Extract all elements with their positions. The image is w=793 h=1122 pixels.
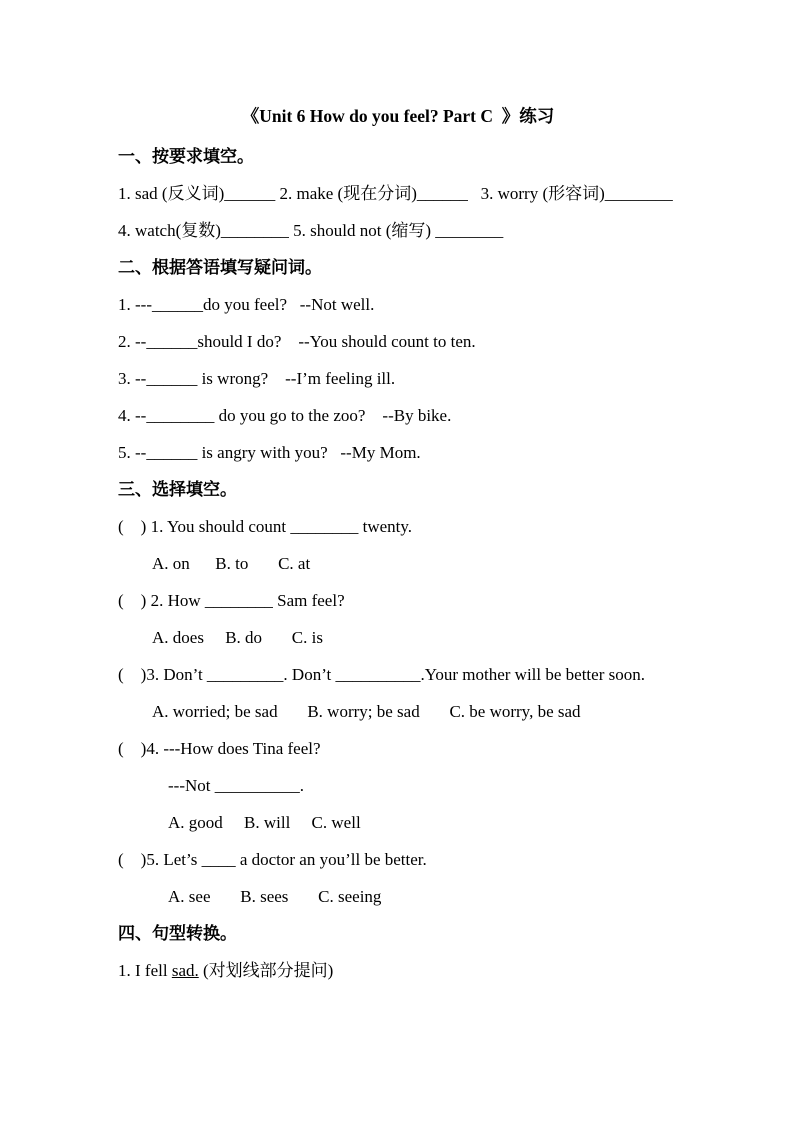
underlined-text: sad.: [171, 961, 199, 980]
document-line: [118, 183, 678, 205]
text-segment: ( ) 2. How ________ Sam feel?: [118, 591, 345, 610]
document-line: [118, 812, 678, 834]
document-line: [118, 664, 678, 686]
document-line: [118, 294, 678, 316]
text-segment: 2. --______should I do? --You should count to ten.: [118, 332, 476, 351]
document-line: [118, 405, 678, 427]
text-segment: 三、选择填空。: [118, 480, 237, 499]
document-line: [118, 701, 678, 723]
text-segment: 4. watch(复数)________ 5. should not (缩写) ________: [118, 221, 504, 240]
text-segment: 1. I fell: [118, 961, 172, 980]
text-segment: ( )5. Let’s ____ a doctor an you’ll be better.: [118, 850, 427, 869]
document-line: [118, 627, 678, 649]
text-segment: ( )3. Don’t _________. Don’t __________.Your mother will be better soon.: [118, 665, 645, 684]
document-line: [118, 849, 678, 871]
document-line: [118, 886, 678, 908]
text-segment: A. does B. do C. is: [152, 628, 323, 647]
document-line: [118, 590, 678, 612]
document-line: [118, 960, 678, 982]
document-body: [118, 146, 678, 982]
text-segment: 5. --______ is angry with you? --My Mom.: [118, 443, 421, 462]
section-heading: [118, 146, 678, 168]
text-segment: 1. sad (反义词)______ 2. make (现在分词)______ 3. worry (形容词)________: [118, 184, 673, 203]
text-segment: A. worried; be sad B. worry; be sad C. be worry, be sad: [152, 702, 581, 721]
text-segment: ---Not __________.: [168, 776, 304, 795]
section-heading: [118, 923, 678, 945]
document-line: [118, 738, 678, 760]
text-segment: 3. --______ is wrong? --I’m feeling ill.: [118, 369, 396, 388]
text-segment: (对划线部分提问): [198, 961, 334, 980]
text-segment: A. see B. sees C. seeing: [168, 887, 382, 906]
text-segment: 二、根据答语填写疑问词。: [118, 258, 322, 277]
document-line: [118, 553, 678, 575]
text-segment: A. good B. will C. well: [168, 813, 361, 832]
text-segment: 1. ---______do you feel? --Not well.: [118, 295, 375, 314]
document-line: [118, 368, 678, 390]
text-segment: 一、按要求填空。: [118, 147, 254, 166]
document-line: [118, 331, 678, 353]
section-heading: [118, 257, 678, 279]
document-line: [118, 516, 678, 538]
document-line: [118, 220, 678, 242]
section-heading: [118, 479, 678, 501]
text-segment: 四、句型转换。: [118, 924, 237, 943]
text-segment: ( )4. ---How does Tina feel?: [118, 739, 321, 758]
worksheet-title: 《Unit 6 How do you feel? Part C 》练习: [241, 106, 555, 126]
text-segment: ( ) 1. You should count ________ twenty.: [118, 517, 413, 536]
text-segment: A. on B. to C. at: [152, 554, 311, 573]
text-segment: 4. --________ do you go to the zoo? --By bike.: [118, 406, 452, 425]
document-line: [118, 775, 678, 797]
document-line: [118, 442, 678, 464]
